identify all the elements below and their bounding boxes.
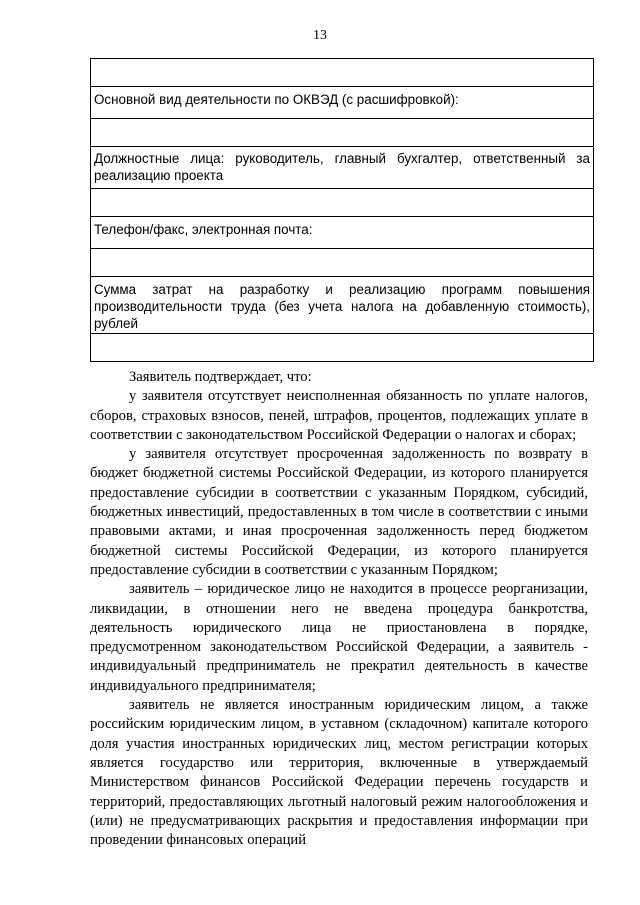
table-row xyxy=(91,249,594,277)
table-row xyxy=(91,87,594,119)
table-row xyxy=(91,334,594,362)
officials-label-cell: Должностные лица: руководитель, главный бухгалтер, ответственный за реализацию проекта xyxy=(91,147,594,189)
confirmation-text xyxy=(90,368,588,850)
confirmation-intro: Заявитель подтверждает, что: xyxy=(129,369,312,385)
confirmation-paragraph-foreign: заявитель не является иностранным юридическим лицом, а также российским юридическим лицом, в уставном (складочном) капитале которого доля участия иностранных юридических лиц, местом регистрации которых является государство или территория, включенные в утверждаемый Министерством финансов Российской Федерации перечень государств и территорий, предоставляющих льготный налоговый режим налогообложения и (или) не предусматривающих раскрытия и предоставления информации при проведении финансовых операций xyxy=(90,697,588,849)
confirmation-paragraph-taxes: у заявителя отсутствует неисполненная обязанность по уплате налогов, сборов, страховых взносов, пеней, штрафов, процентов, подлежащих уплате в соответствии с законодательством Российской Федерации о налогах и сборах; xyxy=(90,388,588,443)
table-row xyxy=(91,189,594,217)
table-row xyxy=(91,277,594,334)
okved-label-cell: Основной вид деятельности по ОКВЭД (с расшифровкой): xyxy=(91,87,594,119)
confirmation-paragraph-reorganization: заявитель – юридическое лицо не находится в процессе реорганизации, ликвидации, в отношении него не введена процедура банкротства, деятельность юридического лица не приостановлена в порядке, предусмотренном законодательством Российской Федерации, а заявитель - индивидуальный предприниматель не прекратил деятельность в качестве индивидуального предпринимателя; xyxy=(90,581,588,694)
page-number: 13 xyxy=(313,28,327,43)
table-row xyxy=(91,59,594,87)
confirmation-paragraph-debt: у заявителя отсутствует просроченная задолженность по возврату в бюджет бюджетной системы Российской Федерации, из которого планируется предоставление субсидии в соответствии с указанным Порядком, субсидий, бюджетных инвестиций, предоставленных в том числе в соответствии с иными правовыми актами, и иная просроченная задолженность перед бюджетом бюджетной системы Российской Федерации, из которого планируется предоставление субсидии в соответствии с указанным Порядком; xyxy=(90,446,588,578)
applicant-info-table xyxy=(90,58,594,362)
blank-field-cell[interactable] xyxy=(91,59,594,87)
cost-label-cell: Сумма затрат на разработку и реализацию программ повышения производительности труда (без учета налога на добавленную стоимость), рублей xyxy=(91,277,594,334)
table-row xyxy=(91,217,594,249)
officials-value-cell[interactable] xyxy=(91,189,594,217)
table-row xyxy=(91,119,594,147)
contacts-value-cell[interactable] xyxy=(91,249,594,277)
contacts-label-cell: Телефон/факс, электронная почта: xyxy=(91,217,594,249)
table-row xyxy=(91,147,594,189)
cost-value-cell[interactable] xyxy=(91,334,594,362)
okved-value-cell[interactable] xyxy=(91,119,594,147)
